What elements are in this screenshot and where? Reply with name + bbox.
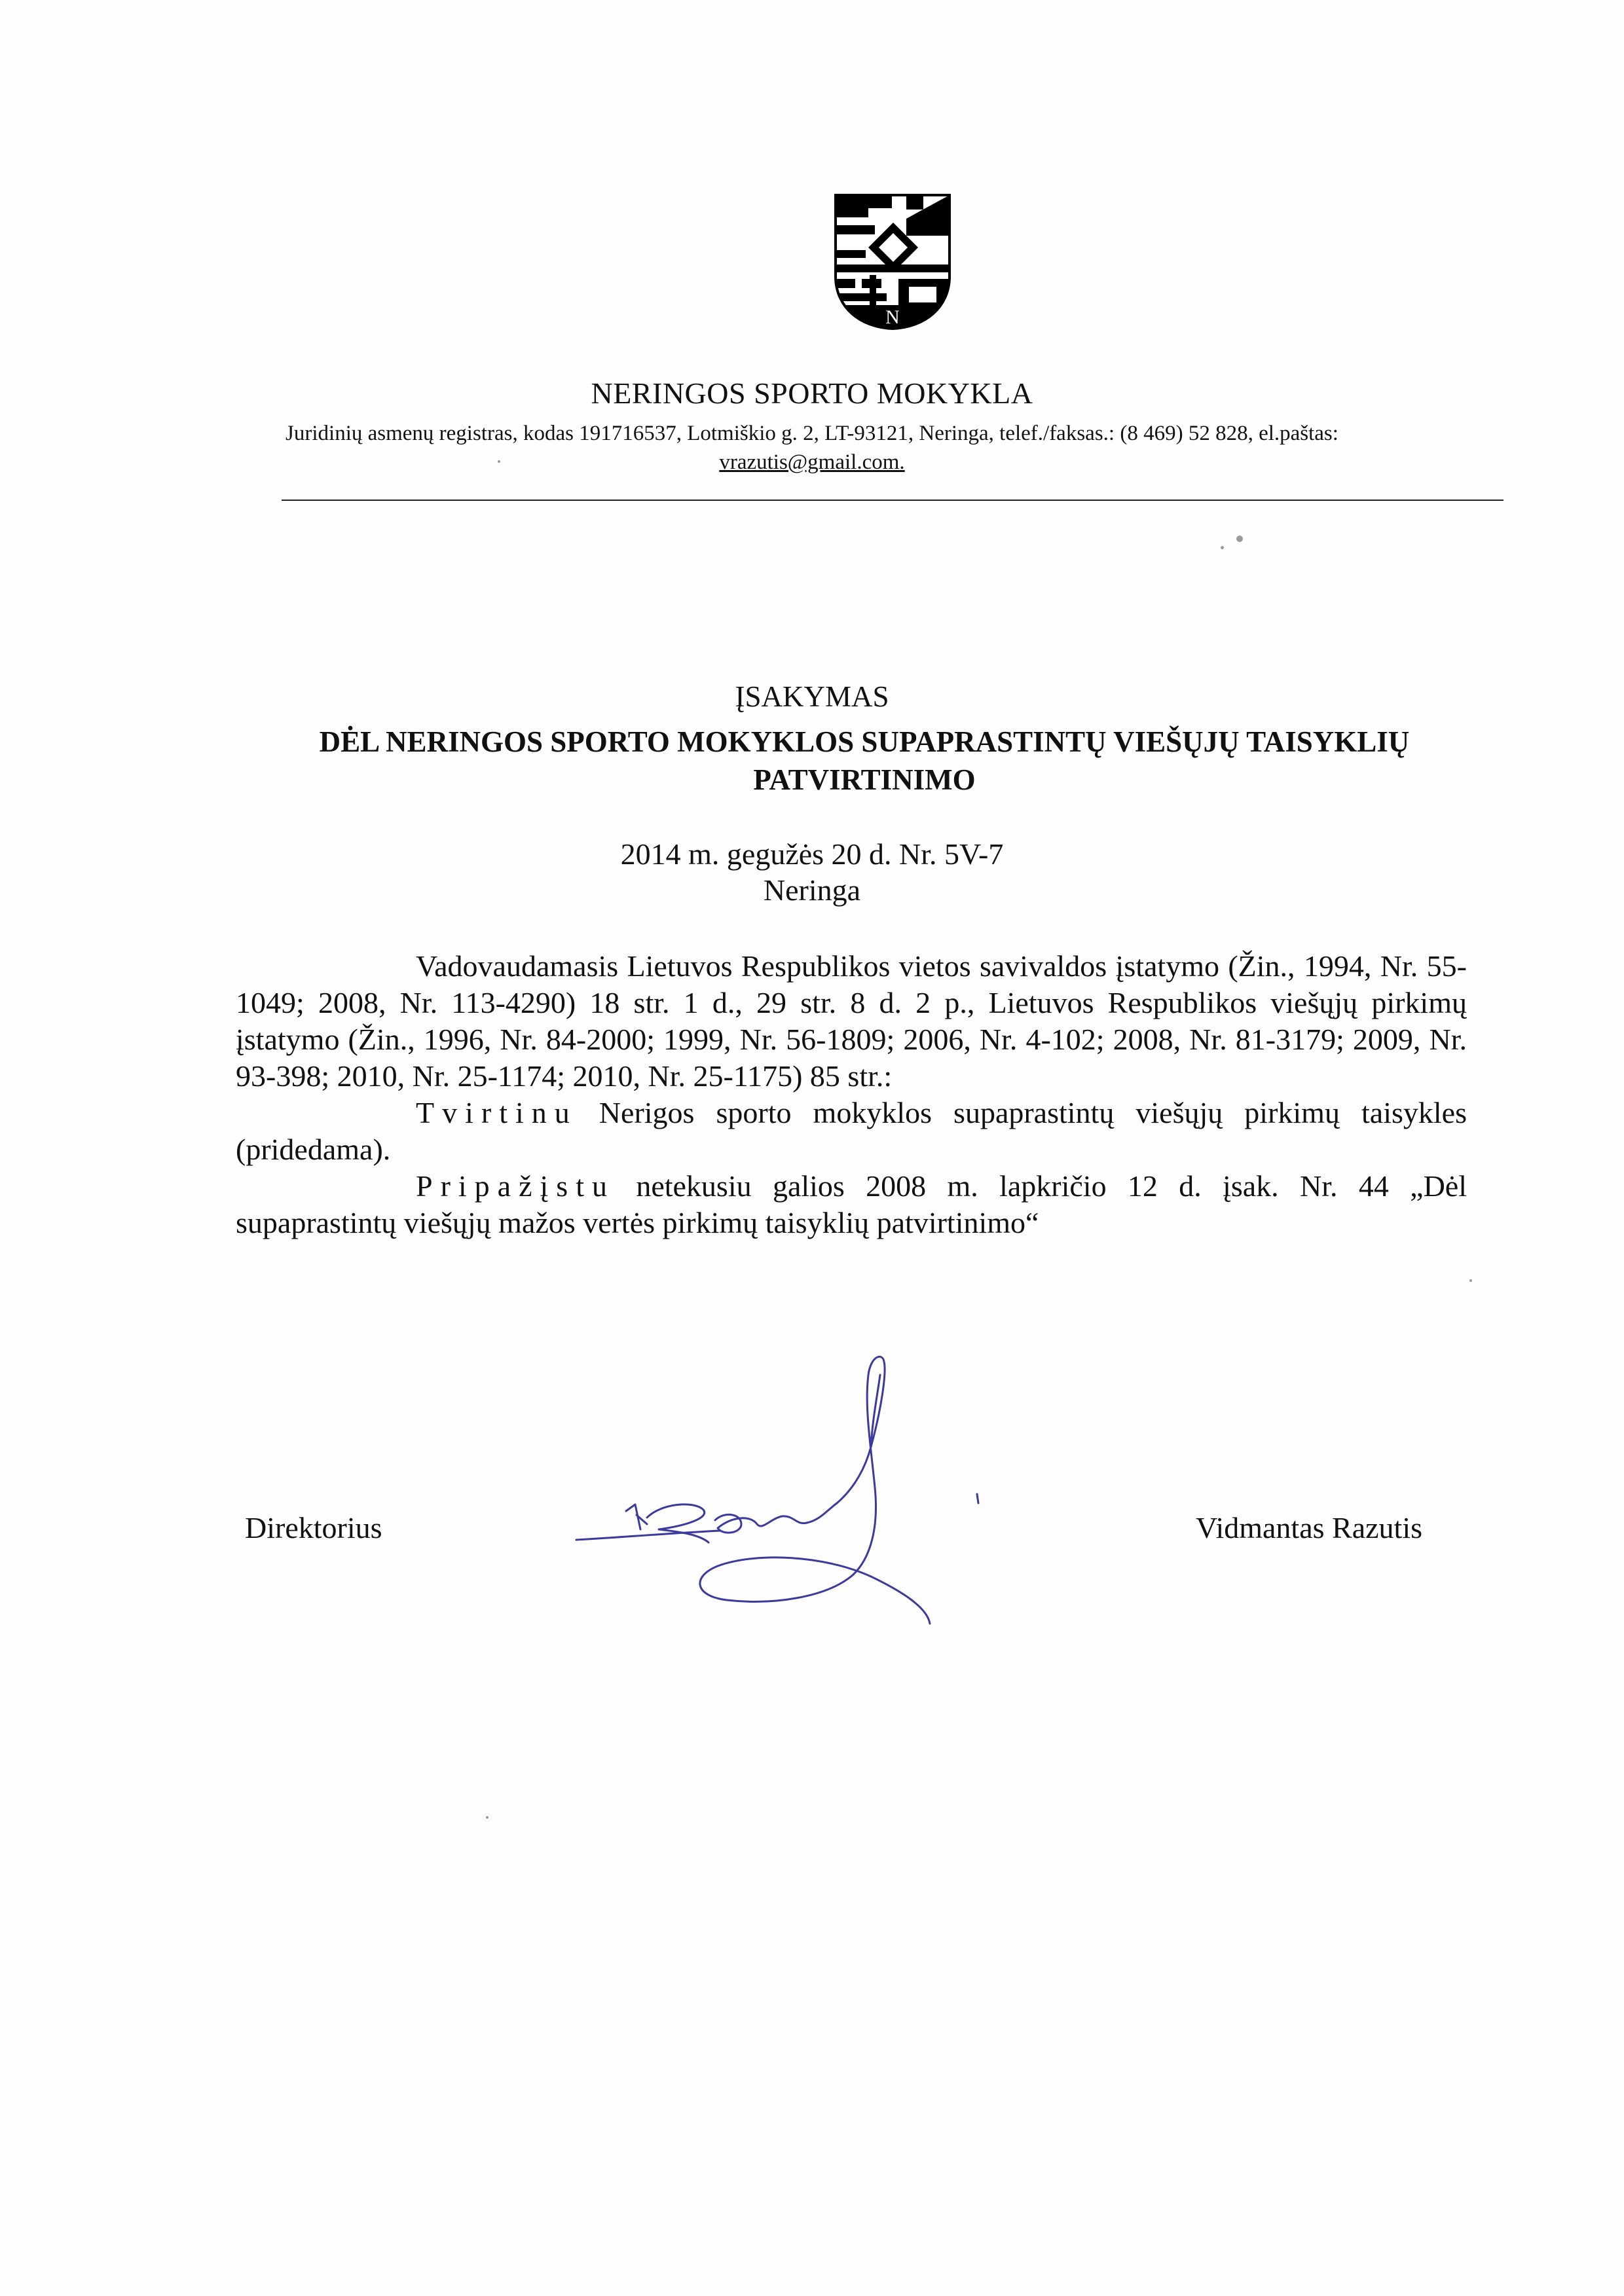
document-body: [236, 948, 1467, 1241]
scan-speck: [1469, 1279, 1472, 1282]
header-divider: [282, 500, 1504, 501]
scan-speck: [486, 1816, 489, 1819]
repeal-text: netekusiu galios 2008 m. lapkričio 12 d. įsak. Nr. 44 „Dėl supaprastintų viešųjų mažos vertės pirkimų taisyklių patvirtinimo“: [236, 1169, 1467, 1239]
coat-of-arms-icon: [833, 192, 952, 331]
signatory-role: Direktorius: [245, 1511, 382, 1544]
organization-details: [196, 419, 1428, 477]
email-link[interactable]: vrazutis@gmail.com.: [719, 450, 905, 474]
scan-speck: [1221, 546, 1224, 549]
document-title: [249, 723, 1480, 799]
handwritten-signature: [563, 1349, 1015, 1630]
organization-details-line: Juridinių asmenų registras, kodas 191716537, Lotmiškio g. 2, LT-93121, Neringa, telef./faksas.: (8 469) 52 828, el.paštas:: [286, 422, 1338, 445]
body-paragraph-3: [236, 1168, 1467, 1241]
document-title-line-2: PATVIRTINIMO: [753, 763, 976, 796]
document-place: Neringa: [763, 873, 861, 907]
body-paragraph-1: Vadovaudamasis Lietuvos Respublikos vietos savivaldos įstatymo (Žin., 1994, Nr. 55-1049; 2008, Nr. 113-4290) 18 str. 1 d., 29 str. 8 d. 2 p., Lietuvos Respublikos viešųjų pirkimų įstatymo (Žin., 1996, Nr. 84-2000; 1999, Nr. 56-1809; 2006, Nr. 4-102; 2008, Nr. 81-3179; 2009, Nr. 93-398; 2010, Nr. 25-1174; 2010, Nr. 25-1175) 85 str.:: [236, 949, 1467, 1093]
approve-verb: Tvirtinu: [416, 1096, 578, 1129]
scan-speck: [1236, 536, 1243, 542]
approve-text: Nerigos sporto mokyklos supaprastintų viešųjų pirkimų taisykles (pridedama).: [236, 1096, 1467, 1166]
repeal-verb: Pripažįstu: [416, 1169, 615, 1203]
document-title-line-1: DĖL NERINGOS SPORTO MOKYKLOS SUPAPRASTINTŲ VIEŠŲJŲ TAISYKLIŲ: [319, 725, 1410, 758]
body-paragraph-2: [236, 1095, 1467, 1168]
organization-name: NERINGOS SPORTO MOKYKLA: [591, 376, 1033, 410]
document-date-number: 2014 m. gegužės 20 d. Nr. 5V-7: [620, 837, 1004, 871]
coat-letter: N: [885, 306, 900, 328]
document-type: ĮSAKYMAS: [735, 680, 889, 713]
signatory-name: Vidmantas Razutis: [1196, 1511, 1423, 1544]
scan-speck: [498, 460, 500, 463]
